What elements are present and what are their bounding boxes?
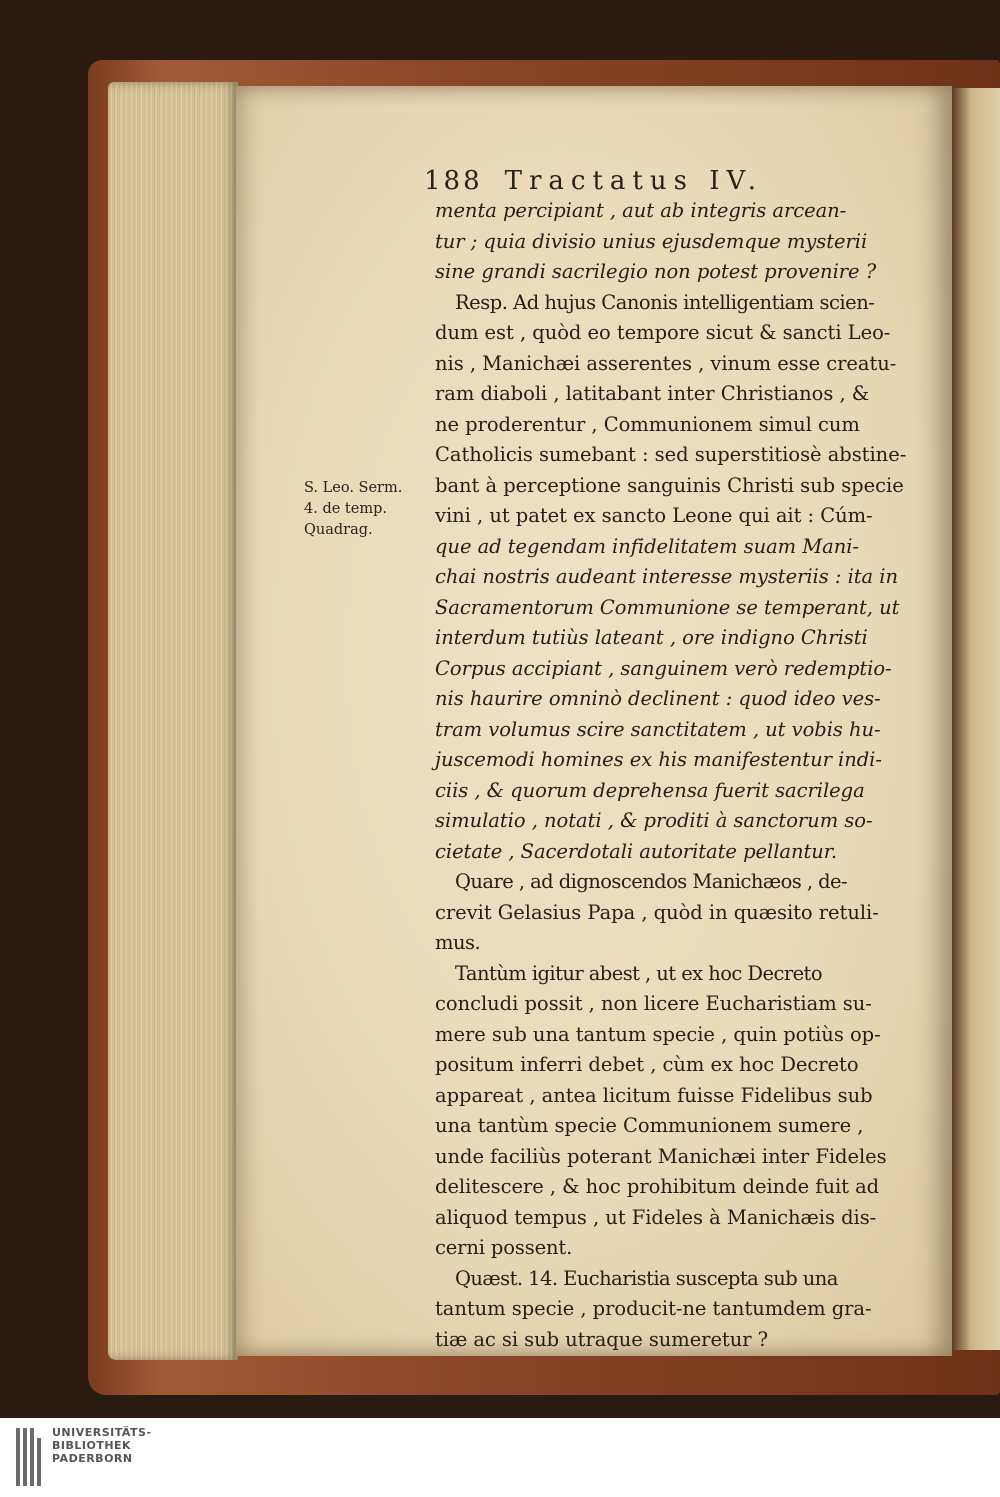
text-line: sine grandi sacrilegio non potest provenire ? — [435, 260, 877, 283]
library-logo-icon — [16, 1428, 46, 1486]
text-line: mus. — [435, 931, 481, 954]
margin-note-line: 4. de temp. — [304, 501, 387, 517]
text-line: ram diaboli , latitabant inter Christianos , & — [435, 382, 870, 405]
text-line: una tantùm specie Communionem sumere , — [435, 1114, 864, 1137]
text-line: tur ; quia divisio unius ejusdemque mysterii — [435, 229, 868, 253]
text-line: chai nostris audeant interesse mysteriis : ita in — [435, 565, 899, 588]
text-line: cietate , Sacerdotali autoritate pellantur. — [435, 839, 838, 863]
text-line: dum est , quòd eo tempore sicut & sancti Leo- — [435, 321, 891, 344]
text-line: appareat , antea licitum fuisse Fidelibus sub — [435, 1083, 873, 1107]
text-line: crevit Gelasius Papa , quòd in quæsito retuli- — [435, 900, 879, 924]
text-line: bant à perceptione sanguinis Christi sub specie — [435, 473, 904, 497]
text-line: tantum specie , producit-ne tantumdem gra- — [435, 1297, 872, 1320]
body-text — [435, 196, 915, 1355]
text-line: mere sub una tantum specie , quin potiùs op- — [435, 1022, 881, 1046]
text-line: Quare , ad dignoscendos Manichæos , de- — [455, 870, 848, 893]
text-line: tram volumus scire sanctitatem , ut vobis hu- — [435, 717, 881, 741]
text-line: Quæst. 14. Eucharistia suscepta sub una — [455, 1266, 838, 1290]
running-head — [424, 166, 763, 196]
text-line: aliquod tempus , ut Fideles à Manichæis dis- — [435, 1205, 877, 1229]
library-name-line: BIBLIOTHEK — [52, 1439, 132, 1452]
page-edges — [108, 82, 238, 1360]
text-line: juscemodi homines ex his manifestentur indi- — [435, 748, 882, 771]
text-line: Catholicis sumebant : sed superstitiosè abstine- — [435, 443, 907, 466]
text-line: menta percipiant , aut ab integris arcean- — [435, 199, 847, 222]
text-line: Resp. Ad hujus Canonis intelligentiam scien- — [455, 290, 875, 314]
margin-note-line: S. Leo. Serm. — [304, 480, 403, 496]
text-line: delitescere , & hoc prohibitum deinde fuit ad — [435, 1175, 880, 1198]
text-line: Corpus accipiant , sanguinem verò redemptio- — [435, 656, 892, 680]
text-line: positum inferri debet , cùm ex hoc Decreto — [435, 1053, 859, 1076]
text-line: vini , ut patet ex sancto Leone qui ait : Cúm- — [435, 504, 873, 527]
library-logo-text — [52, 1426, 152, 1465]
text-line: nis haurire omninò declinent : quod ideo ves- — [435, 687, 881, 710]
text-line: Sacramentorum Communione se temperant, ut — [435, 595, 900, 619]
running-title: Tractatus IV. — [504, 166, 763, 196]
text-line: unde faciliùs poterant Manichæi inter Fideles — [435, 1144, 887, 1168]
text-line: ne proderentur , Communionem simul cum — [435, 412, 860, 436]
text-line: cerni possent. — [435, 1236, 573, 1259]
library-name-line: UNIVERSITÄTS- — [52, 1426, 152, 1439]
text-line: ciis , & quorum deprehensa fuerit sacrilega — [435, 778, 865, 802]
margin-note — [304, 478, 402, 541]
library-name-line: PADERBORN — [52, 1452, 133, 1465]
page-number: 188 — [424, 166, 483, 196]
text-line: simulatio , notati , & proditi à sanctorum so- — [435, 809, 873, 832]
text-line: concludi possit , non licere Eucharistiam su- — [435, 992, 872, 1015]
library-logo-bar — [0, 1418, 1000, 1497]
text-line: Tantùm igitur abest , ut ex hoc Decreto — [455, 961, 823, 985]
facing-page-edge — [952, 88, 1000, 1350]
text-line: interdum tutiùs lateant , ore indigno Christi — [435, 626, 868, 649]
text-line: tiæ ac si sub utraque sumeretur ? — [435, 1327, 768, 1351]
text-line: que ad tegendam infidelitatem suam Mani- — [435, 534, 859, 558]
margin-note-line: Quadrag. — [304, 522, 373, 538]
text-line: nis , Manichæi asserentes , vinum esse creatu- — [435, 351, 897, 375]
